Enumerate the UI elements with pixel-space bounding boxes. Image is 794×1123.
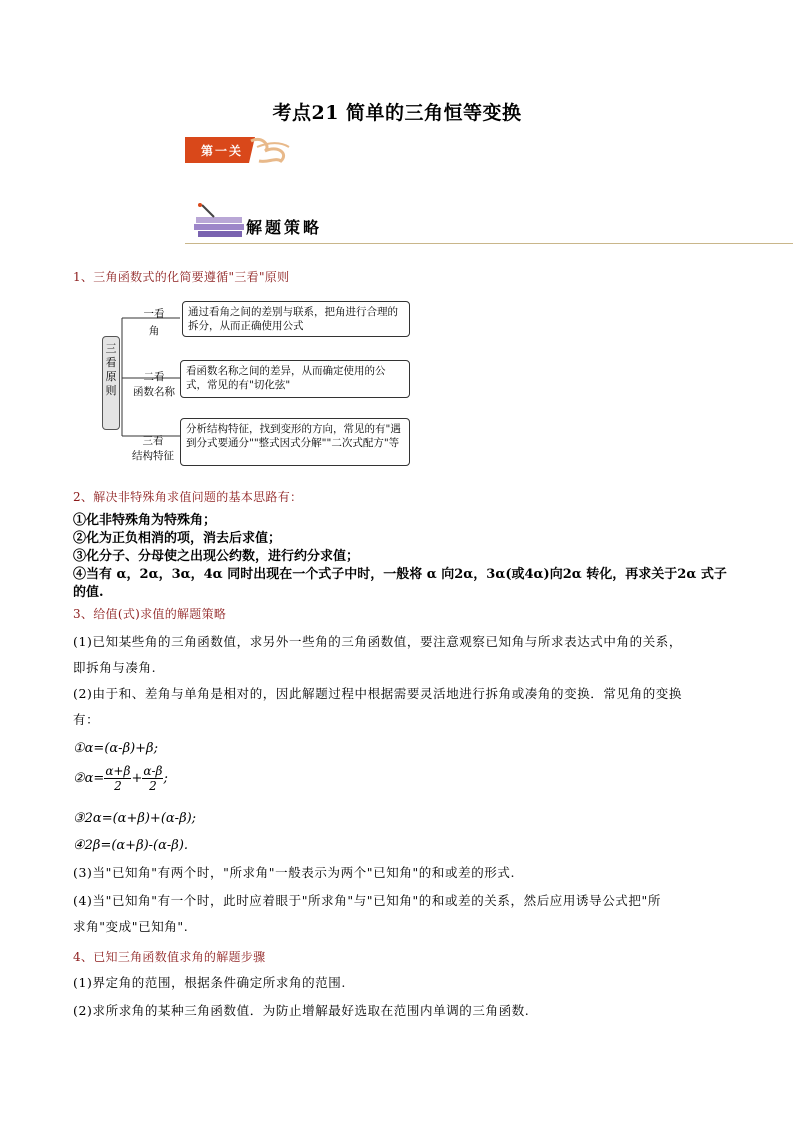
level-banner: [185, 133, 297, 167]
branch3-label-line2: 结构特征: [132, 450, 174, 462]
formula-4: ④2β=(α+β)-(α-β).: [73, 838, 189, 853]
section4-p2: (2)求所求角的某种三角函数值．为防止增解最好选取在范围内单调的三角函数.: [73, 1003, 530, 1018]
branch2-box: 看函数名称之间的差异，从而确定使用的公式，常见的有"切化弦": [180, 360, 410, 398]
paragraph-line: 求角"变成"已知角".: [73, 919, 189, 934]
paragraph-line: 即拆角与凑角.: [73, 660, 157, 675]
branch1-label: [130, 306, 178, 338]
list-item: ③化分子、分母使之出现公约数，进行约分求值；: [73, 549, 360, 564]
branch1-label-line2: 角: [148, 325, 160, 337]
branch3-label-line1: 三看: [142, 435, 164, 447]
list-item: ④当有 α，2α，3α，4α 同时出现在一个式子中时，一般将 α 向2α，3α(或4α)向2α 转化，再求关于2α 式子: [73, 567, 727, 582]
paragraph-line: 有：: [73, 712, 100, 727]
formula-1: ①α=(α-β)+β;: [73, 741, 158, 756]
list-item: ①化非特殊角为特殊角；: [73, 513, 217, 528]
section3-p2: [73, 686, 733, 728]
list-item: 的值.: [73, 585, 104, 600]
section3-p4: [73, 893, 733, 935]
formula-2-prefix: ②α=: [73, 771, 105, 786]
fraction-denominator: 2: [114, 779, 122, 793]
section3-p1: [73, 634, 733, 676]
branch1-label-line1: 一看: [143, 308, 165, 320]
three-look-root: [102, 336, 120, 430]
formula-2: [73, 764, 168, 793]
paragraph-line: (2)由于和、差角与单角是相对的，因此解题过程中根据需要灵活地进行拆角或凑角的变换．常见角的变换: [73, 686, 683, 701]
section1-title: 1、三角函数式的化简要遵循"三看"原则: [73, 270, 290, 284]
branch3-label: [128, 433, 178, 463]
list-item: ②化为正负相消的项，消去后求值；: [73, 531, 282, 546]
banner-label: 第一关: [201, 144, 244, 158]
fraction-denominator: 2: [149, 779, 157, 793]
fraction: [142, 764, 163, 793]
fraction: [104, 764, 131, 793]
section-divider: [185, 243, 793, 244]
root-label: 三看原则: [105, 342, 117, 397]
branch2-label-line1: 二看: [143, 371, 165, 383]
branch1-box: 通过看角之间的差别与联系，把角进行合理的拆分，从而正确使用公式: [182, 301, 410, 337]
section2-title: 2、解决非特殊角求值问题的基本思路有：: [73, 490, 303, 504]
formula-3: ③2α=(α+β)+(α-β);: [73, 811, 197, 826]
fraction-numerator: α-β: [143, 764, 163, 778]
section4-p1: (1)界定角的范围，根据条件确定所求角的范围.: [73, 975, 346, 990]
branch3-box: 分析结构特征，找到变形的方向，常见的有"遇到分式要通分""整式因式分解""二次式配方"等: [180, 418, 410, 466]
branch2-label-line2: 函数名称: [133, 386, 175, 398]
formula-2-suffix: ;: [163, 771, 168, 786]
paragraph-line: (1)已知某些角的三角函数值，求另外一些角的三角函数值，要注意观察已知角与所求表达式中角的关系，: [73, 634, 683, 649]
paragraph-line: (4)当"已知角"有一个时，此时应着眼于"所求角"与"已知角"的和或差的关系，然后应用诱导公式把"所: [73, 893, 661, 908]
section4-title: 4、已知三角函数值求角的解题步骤: [73, 950, 266, 964]
branch2-label: [130, 369, 178, 399]
section3-p3: (3)当"已知角"有两个时，"所求角"一般表示为两个"已知角"的和或差的形式.: [73, 865, 516, 880]
strategy-heading: [190, 203, 340, 241]
section3-title: 3、给值(式)求值的解题策略: [73, 607, 227, 621]
books-icon: [190, 203, 250, 241]
fraction-numerator: α+β: [105, 764, 131, 778]
page-title: 考点21 简单的三角恒等变换: [272, 102, 522, 124]
heading-label: 解题策略: [246, 218, 323, 237]
section2-list: [73, 512, 733, 602]
plus-sign: +: [131, 771, 143, 786]
